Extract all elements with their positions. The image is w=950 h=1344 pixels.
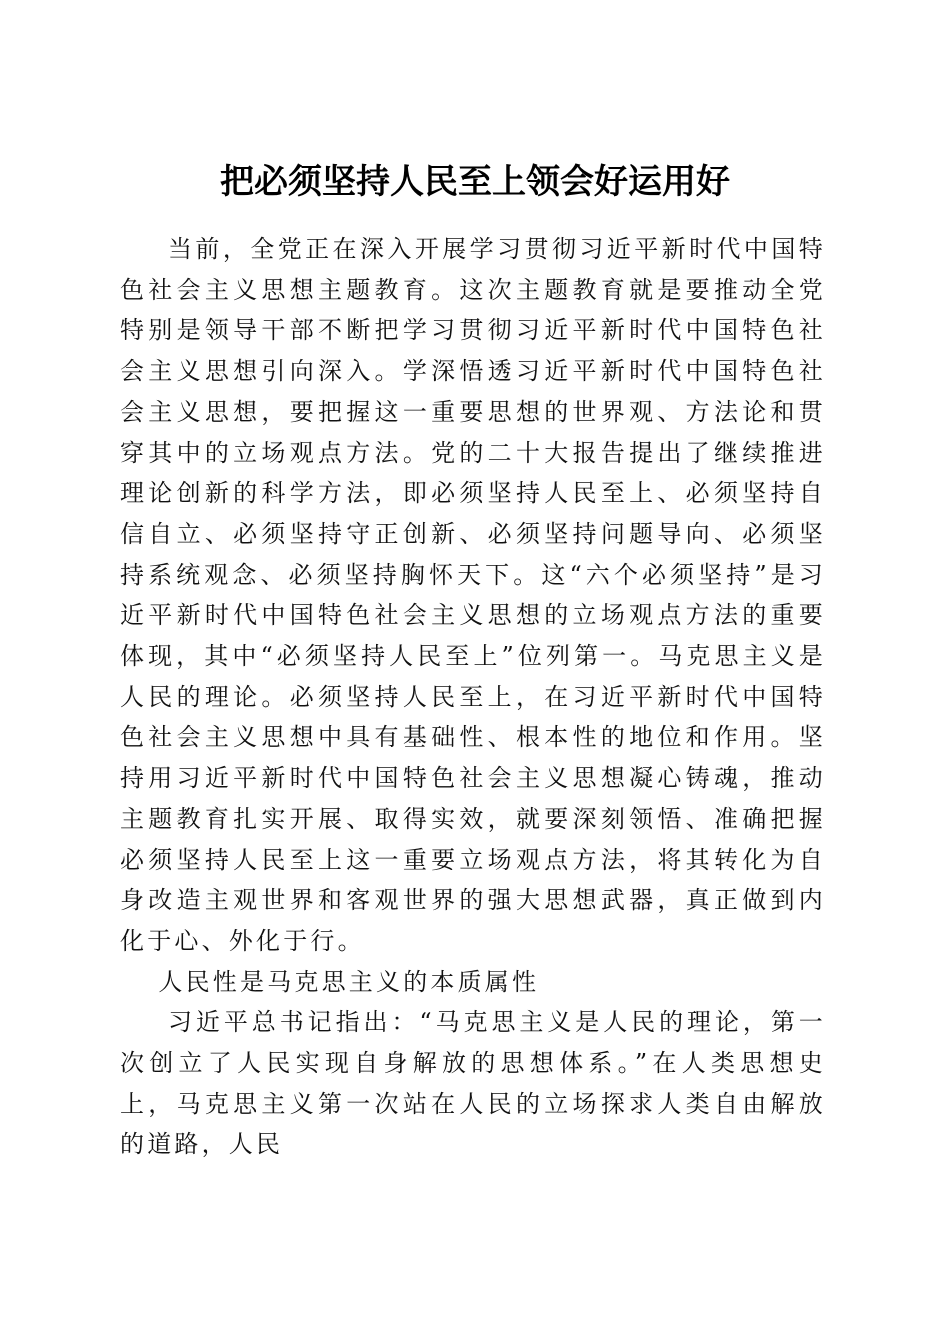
document-title: 把必须坚持人民至上领会好运用好 <box>220 161 730 202</box>
document-body <box>120 229 826 1165</box>
paragraph: 当前，全党正在深入开展学习贯彻习近平新时代中国特色社会主义思想主题教育。这次主题教育就是要推动全党特别是领导干部不断把学习贯彻习近平新时代中国特色社会主义思想引向深入。学深悟透习近平新时代中国特色社会主义思想，要把握这一重要思想的世界观、方法论和贯穿其中的立场观点方法。党的二十大报告提出了继续推进理论创新的科学方法，即必须坚持人民至上、必须坚持自信自立、必须坚持守正创新、必须坚持问题导向、必须坚持系统观念、必须坚持胸怀天下。这“六个必须坚持”是习近平新时代中国特色社会主义思想的立场观点方法的重要体现，其中“必须坚持人民至上”位列第一。马克思主义是人民的理论。必须坚持人民至上，在习近平新时代中国特色社会主义思想中具有基础性、根本性的地位和作用。坚持用习近平新时代中国特色社会主义思想凝心铸魂，推动主题教育扎实开展、取得实效，就要深刻领悟、准确把握必须坚持人民至上这一重要立场观点方法，将其转化为自身改造主观世界和客观世界的强大思想武器，真正做到内化于心、外化于行。 <box>120 235 826 955</box>
section-subheading: 人民性是马克思主义的本质属性 <box>158 967 540 996</box>
paragraph: 习近平总书记指出：“马克思主义是人民的理论，第一次创立了人民实现自身解放的思想体系。”在人类思想史上，马克思主义第一次站在人民的立场探求人类自由解放的道路，人民 <box>120 1008 826 1159</box>
